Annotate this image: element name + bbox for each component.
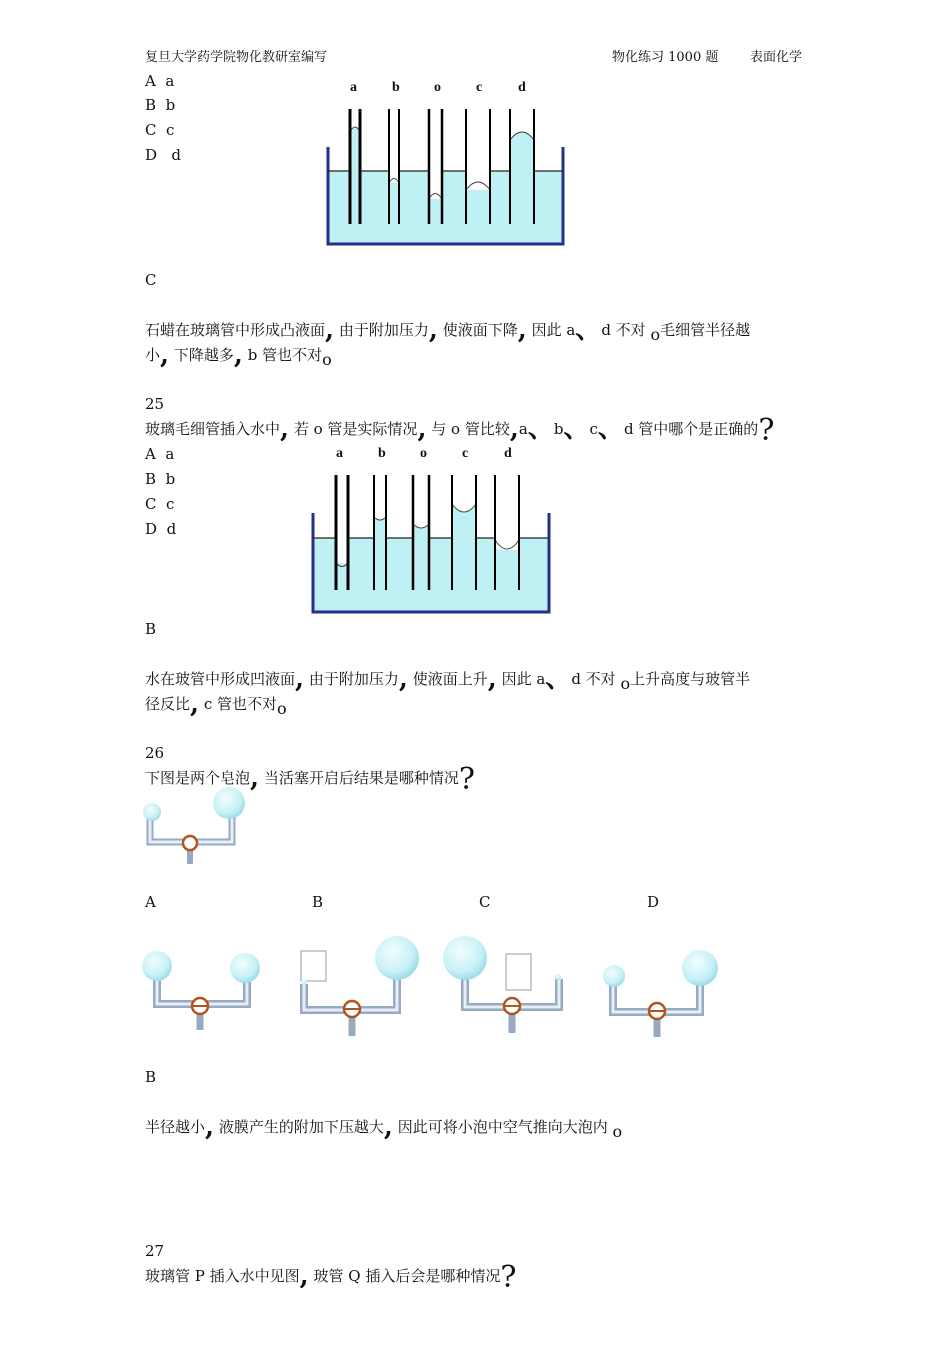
q26-small-bubble (143, 803, 161, 821)
header-left: 复旦大学药学院物化教研室编写 (145, 50, 328, 65)
q26-choice-d-figure (603, 950, 718, 1037)
q26-choice-a: A (145, 893, 156, 911)
q26-question-figure (143, 787, 245, 864)
q24-label-a: a (350, 80, 357, 95)
q24-label-b: b (392, 80, 400, 95)
q24-explanation-line2: 小, 下降越多, b 管也不对o (145, 340, 332, 370)
q27-question: 玻璃管 P 插入水中见图, 玻管 Q 插入后会是哪种情况? (145, 1260, 517, 1295)
header-chapter: 表面化学 (750, 50, 803, 65)
q26-choice-d: D (647, 893, 660, 911)
q25-label-a: a (336, 446, 343, 461)
q26-question: 下图是两个皂泡, 当活塞开启后结果是哪种情况? (145, 762, 475, 797)
q26-choice-b-figure (301, 936, 419, 1036)
q25-option-d: D d (145, 520, 177, 538)
q25-option-c: C c (145, 495, 175, 513)
q25-explanation-line1: 水在玻管中形成凹液面, 由于附加压力, 使液面上升, 因此 a、d 不对 o上升高度与玻管半 (145, 664, 751, 694)
q24-option-d: D d (145, 146, 181, 164)
q25-label-b: b (378, 446, 386, 461)
q24-explanation-line1: 石蜡在玻璃管中形成凸液面, 由于附加压力, 使液面下降, 因此 a、d 不对 o毛细管半径越 (145, 315, 751, 345)
q24-answer: C (145, 271, 157, 289)
q24-option-b: B b (145, 96, 176, 114)
q26-number: 26 (145, 744, 165, 762)
q24-option-a: A a (145, 72, 175, 90)
q26-choice-c-figure (443, 936, 561, 1033)
q26-valve (183, 836, 197, 850)
q25-number: 25 (145, 395, 165, 413)
q26-choice-a-figure (142, 951, 260, 1030)
q25-option-a: A a (145, 445, 175, 463)
header-book: 物化练习 1000 题 (612, 50, 719, 65)
q25-label-c: c (462, 446, 469, 461)
q24-label-c: c (476, 80, 483, 95)
q25-question: 玻璃毛细管插入水中, 若 o 管是实际情况, 与 o 管比较,a、b、c、d 管中哪个是正确的? (145, 413, 775, 448)
q25-label-o: o (420, 446, 427, 461)
q25-answer: B (145, 620, 157, 638)
q25-explanation-line2: 径反比, c 管也不对o (145, 689, 287, 719)
q26-answer: B (145, 1068, 157, 1086)
q26-explanation: 半径越小, 液膜产生的附加下压越大, 因此可将小泡中空气推向大泡内 o (145, 1112, 623, 1142)
q25-label-d: d (504, 446, 512, 461)
q24-label-d: d (518, 80, 526, 95)
q24-option-c: C c (145, 121, 175, 139)
q25-option-b: B b (145, 470, 176, 488)
q26-large-bubble (213, 787, 245, 819)
q26-choice-c: C (479, 893, 491, 911)
q24-label-o: o (434, 80, 441, 95)
q26-choice-b: B (312, 893, 324, 911)
q27-number: 27 (145, 1242, 165, 1260)
